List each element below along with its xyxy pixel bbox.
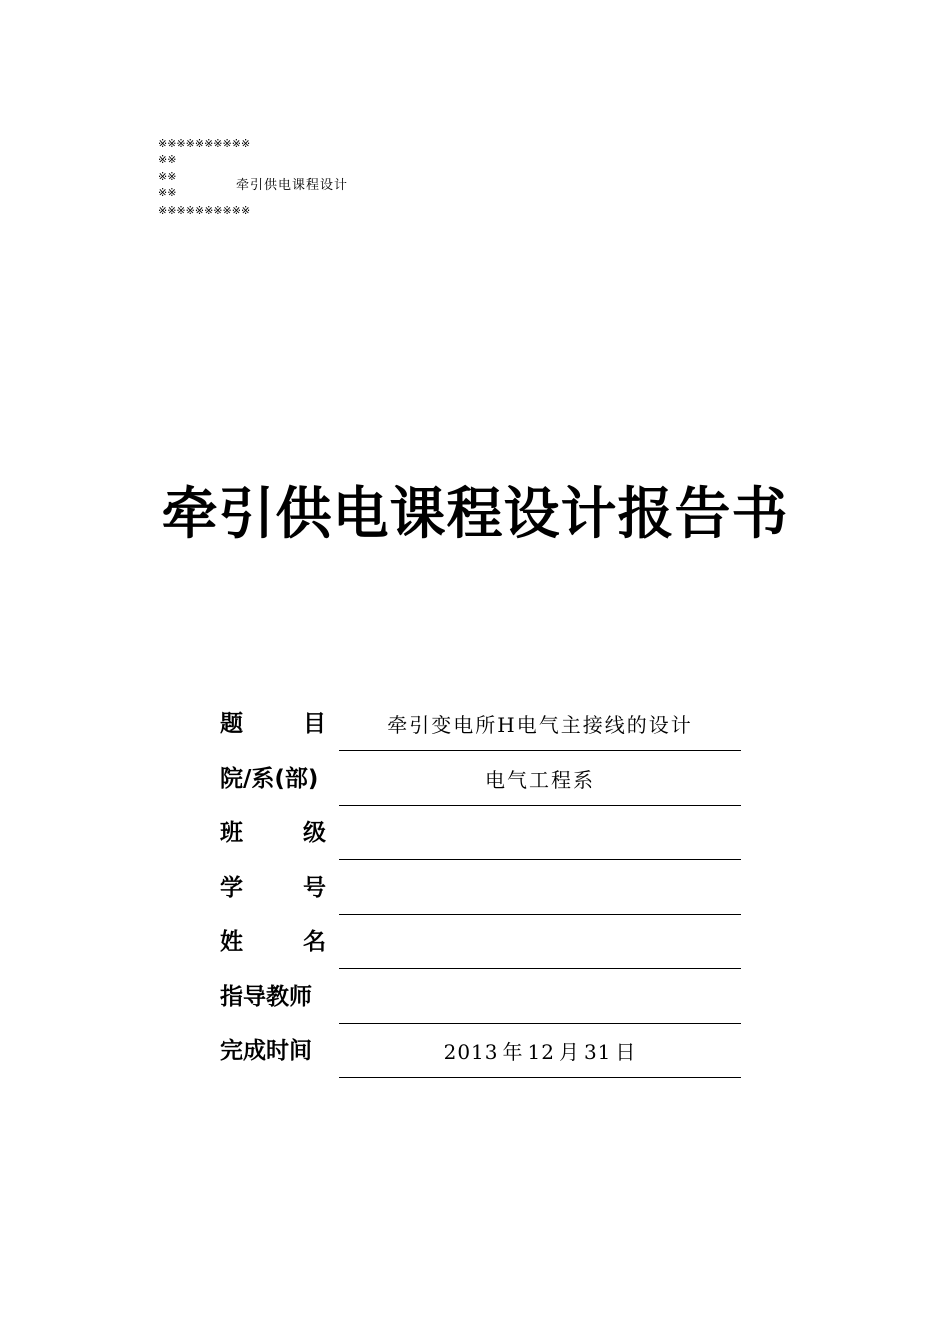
topic-label-char: 目: [303, 711, 326, 737]
advisor-value: [339, 970, 741, 1024]
name-label: [220, 925, 326, 959]
student-id-value: [339, 861, 741, 915]
header-stamp: [158, 137, 418, 221]
topic-label: [220, 707, 326, 741]
department-label: 院/系(部): [220, 765, 319, 792]
stamp-text: 牵引供电课程设计: [236, 178, 349, 193]
topic-label-char: 题: [220, 711, 243, 737]
info-row-topic: [220, 697, 742, 752]
name-label-char: 名: [303, 929, 326, 955]
student-id-label-char: 学: [220, 874, 243, 901]
info-row-advisor: [220, 970, 742, 1025]
department-value: 电气工程系: [339, 752, 741, 806]
completion-year: 2013: [443, 1040, 499, 1064]
completion-year-unit: 年: [502, 1040, 524, 1064]
class-label-char: 级: [303, 820, 326, 846]
info-row-name: [220, 915, 742, 970]
info-row-completion: [220, 1024, 742, 1079]
advisor-label: 指导教师: [220, 983, 312, 1010]
stamp-border-side: ※※: [158, 153, 177, 166]
student-id-label: [220, 871, 326, 905]
stamp-border-bottom: ※※※※※※※※※※: [158, 204, 251, 217]
stamp-border-top: ※※※※※※※※※※: [158, 137, 251, 150]
info-table: [220, 697, 742, 1079]
stamp-border-side: ※※: [158, 186, 177, 199]
class-label: [220, 816, 326, 850]
completion-month: 12: [527, 1040, 555, 1064]
completion-date: [339, 1024, 741, 1078]
completion-month-unit: 月: [558, 1040, 580, 1064]
completion-label: 完成时间: [220, 1038, 312, 1064]
topic-value: 牵引变电所H电气主接线的设计: [339, 697, 741, 751]
info-row-class: [220, 806, 742, 861]
name-label-char: 姓: [220, 929, 243, 955]
completion-day: 31: [583, 1040, 612, 1064]
class-label-char: 班: [220, 820, 243, 846]
info-row-department: [220, 752, 742, 807]
info-row-student-id: [220, 861, 742, 916]
stamp-border-side: ※※: [158, 170, 177, 183]
report-title: 牵引供电课程设计报告书: [161, 482, 789, 547]
completion-day-unit: 日: [615, 1040, 637, 1064]
student-id-label-char: 号: [303, 874, 326, 901]
class-value: [339, 806, 741, 860]
name-value: [339, 915, 741, 969]
